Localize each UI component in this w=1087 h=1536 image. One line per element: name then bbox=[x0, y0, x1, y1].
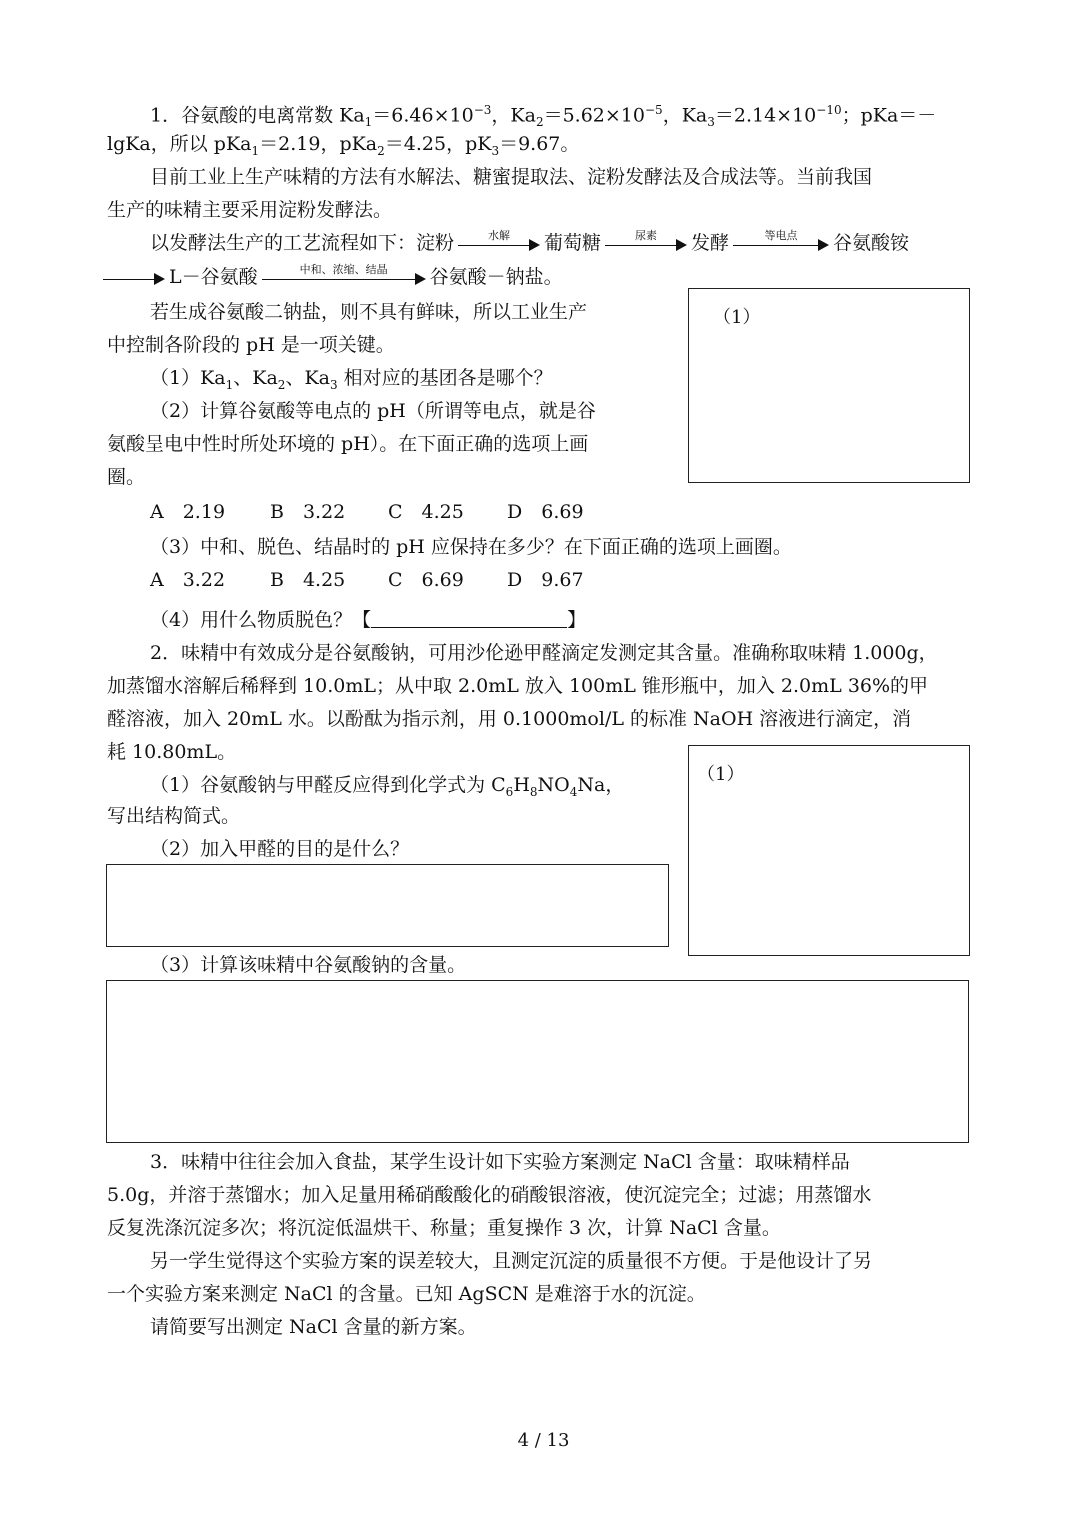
q1-para3-line2: 中控制各阶段的 pH 是一项关键。 bbox=[107, 334, 395, 356]
q1-para3-line1: 若生成谷氨酸二钠盐，则不具有鲜味，所以工业生产 bbox=[150, 301, 588, 323]
answer-box-q2-3[interactable] bbox=[106, 980, 969, 1143]
option-c[interactable]: C 4.25 bbox=[388, 501, 464, 523]
answer-blank[interactable] bbox=[371, 609, 567, 628]
option-d[interactable]: D 6.69 bbox=[507, 501, 584, 523]
flow-arrow-isoelectric: 等电点 bbox=[733, 232, 829, 256]
q1-sub4: （4）用什么物质脱色？【 】 bbox=[150, 609, 587, 631]
q1-sub1: $(1)Ka_1$、$Ka_2$、$Ka_3$ 相对应的基团各是哪个？ bbox=[150, 367, 553, 392]
flow-arrow-urea: 尿素 bbox=[605, 232, 687, 256]
answer-box-q2-1[interactable] bbox=[688, 745, 970, 956]
flow-arrow-continue bbox=[103, 266, 165, 290]
answer-box-label: （1） bbox=[713, 307, 761, 328]
q2-line4: 耗 10.80mL。 bbox=[107, 741, 237, 763]
q3-line5: 一个实验方案来测定 NaCl 的含量。已知 AgSCN 是难溶于水的沉淀。 bbox=[107, 1283, 706, 1305]
q2-line3: 醛溶液，加入 20mL 水。以酚酞为指示剂，用 0.1000mol/L 的标准 NaOH 溶液进行滴定，消 bbox=[107, 708, 912, 730]
page-number: 4 / 13 bbox=[517, 1430, 570, 1451]
flow-arrow-neutralize: 中和、浓缩、结晶 bbox=[262, 266, 426, 290]
q1-sub2-line3: 圈。 bbox=[107, 466, 146, 488]
option-d[interactable]: D 9.67 bbox=[507, 569, 584, 591]
q1-sub2-line1: （2）计算谷氨酸等电点的 pH（所谓等电点，就是谷 bbox=[150, 400, 596, 422]
q2-line2: 加蒸馏水溶解后稀释到 10.0mL；从中取 2.0mL 放入 100mL 锥形瓶中，加入 2.0mL 36%的甲 bbox=[107, 675, 929, 697]
q1-line1: 1．谷氨酸的电离常数 $Ka_1=6.46\times 10^{-3}$，$Ka_2=5.62\times 10^{-5}$，$Ka_3=2.14\times 10^{-10}$；pKa＝－ bbox=[150, 103, 937, 130]
q2-sub1-line1: （1）谷氨酸钠与甲醛反应得到化学式为 $C_6H_8NO_4Na$， bbox=[150, 774, 625, 799]
option-b[interactable]: B 3.22 bbox=[270, 501, 346, 523]
answer-box-q2-2[interactable] bbox=[106, 864, 669, 947]
option-c[interactable]: C 6.69 bbox=[388, 569, 464, 591]
q3-line4: 另一学生觉得这个实验方案的误差较大，且测定沉淀的质量很不方便。于是他设计了另 bbox=[150, 1250, 873, 1272]
q1-para2-line2: 生产的味精主要采用淀粉发酵法。 bbox=[107, 199, 393, 221]
q3-line1: 3．味精中往往会加入食盐，某学生设计如下实验方案测定 NaCl 含量：取味精样品 bbox=[150, 1151, 850, 1173]
process-flow-line1: 以发酵法生产的工艺流程如下：淀粉 水解 葡萄糖 尿素 发酵 等电点 谷氨酸铵 bbox=[150, 229, 910, 254]
q2-sub1-line2: 写出结构简式。 bbox=[107, 805, 241, 827]
q3-line3: 反复洗涤沉淀多次；将沉淀低温烘干、称量；重复操作 3 次，计算 NaCl 含量。 bbox=[107, 1217, 781, 1239]
answer-box-q1-1[interactable] bbox=[688, 288, 970, 483]
q1-para2-line1: 目前工业上生产味精的方法有水解法、糖蜜提取法、淀粉发酵法及合成法等。当前我国 bbox=[150, 166, 873, 188]
q2-line1: 2．味精中有效成分是谷氨酸钠，可用沙伦逊甲醛滴定发测定其含量。准确称取味精 1.000g， bbox=[150, 642, 938, 664]
q3-line2: 5.0g，并溶于蒸馏水；加入足量用稀硝酸酸化的硝酸银溶液，使沉淀完全；过滤；用蒸馏水 bbox=[107, 1184, 872, 1206]
q1-sub3: （3）中和、脱色、结晶时的 pH 应保持在多少？在下面正确的选项上画圈。 bbox=[150, 536, 792, 558]
q1-line2: lgKa，所以 pKa$_1$＝2.19，pKa$_2$＝4.25，$pK_3=9.67$。 bbox=[107, 133, 580, 158]
flow-arrow-hydrolysis: 水解 bbox=[458, 232, 540, 256]
q1-sub2-line2: 氨酸呈电中性时所处环境的 pH）。在下面正确的选项上画 bbox=[107, 433, 589, 455]
option-b[interactable]: B 4.25 bbox=[270, 569, 346, 591]
q2-sub3: （3）计算该味精中谷氨酸钠的含量。 bbox=[150, 954, 467, 976]
option-a[interactable]: A 2.19 bbox=[150, 501, 226, 523]
answer-box-label: （1） bbox=[697, 764, 745, 785]
q3-line6: 请简要写出测定 NaCl 含量的新方案。 bbox=[150, 1316, 477, 1338]
q2-sub2: （2）加入甲醛的目的是什么？ bbox=[150, 838, 410, 860]
option-a[interactable]: A 3.22 bbox=[150, 569, 226, 591]
process-flow-line2: L－谷氨酸 中和、浓缩、结晶 谷氨酸－钠盐。 bbox=[103, 265, 563, 290]
